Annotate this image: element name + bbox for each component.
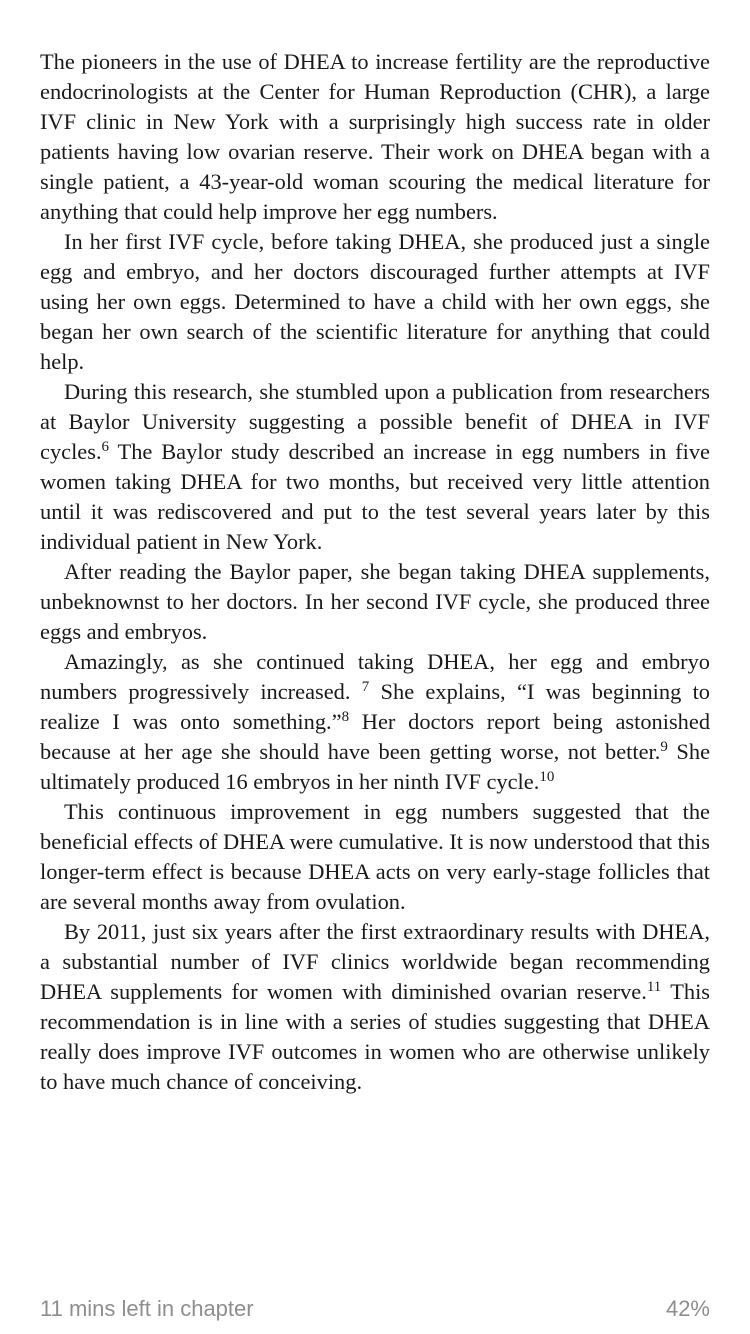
paragraph-text: She ultimately produced 16 embryos in her ninth IVF cycle. — [40, 739, 711, 794]
paragraph-text: In her first IVF cycle, before taking DHEA, she produced just a single egg and embryo, and her doctors discouraged further attempts at IVF using her own eggs. Determined to have a child with her own eggs, she began her own search of the scientific literature for anything that could help. — [40, 229, 710, 374]
paragraph-text: This recommendation is in line with a series of studies suggesting that DHEA really does improve IVF outcomes in women who are otherwise unlikely to have much chance of conceiving. — [40, 979, 710, 1094]
footnote-ref: 9 — [660, 739, 668, 755]
paragraph — [40, 377, 710, 557]
footnote-ref: 6 — [101, 439, 110, 455]
paragraph-text: This continuous improvement in egg numbers suggested that the beneficial effects of DHEA were cumulative. It is now understood that this longer-term effect is because DHEA acts on very early-stage follicles that are several months away from ovulation. — [40, 799, 710, 914]
book-page-text — [40, 47, 710, 1097]
time-left-in-chapter: 11 mins left in chapter — [40, 1296, 254, 1321]
paragraph — [40, 47, 710, 227]
paragraph-text: Her doctors report being astonished because at her age she should have been getting worse, not better. — [40, 709, 711, 764]
book-progress-percent: 42% — [665, 1296, 710, 1321]
paragraph — [40, 227, 710, 377]
paragraph — [40, 917, 710, 1097]
paragraph — [40, 557, 710, 647]
reading-progress-footer — [40, 1296, 710, 1326]
footnote-ref: 11 — [646, 979, 662, 995]
paragraph-text: During this research, she stumbled upon a publication from researchers at Baylor University suggesting a possible benefit of DHEA in IVF cycles. — [40, 379, 710, 464]
paragraph-text: The Baylor study described an increase in egg numbers in five women taking DHEA for two months, but received very little attention until it was rediscovered and put to the test several years later by this individual patient in New York. — [40, 439, 710, 554]
footnote-ref: 8 — [341, 709, 350, 725]
footnote-ref: 10 — [539, 769, 555, 785]
footnote-ref: 7 — [361, 679, 370, 695]
paragraph-text: She explains, “I was beginning to realize I was onto something.” — [40, 679, 711, 734]
paragraph-text: After reading the Baylor paper, she began taking DHEA supplements, unbeknownst to her doctors. In her second IVF cycle, she produced three eggs and embryos. — [40, 559, 710, 644]
paragraph — [40, 797, 710, 917]
paragraph-text: Amazingly, as she continued taking DHEA, her egg and embryo numbers progressively increased. — [40, 649, 710, 704]
paragraph — [40, 647, 710, 797]
paragraph-text: The pioneers in the use of DHEA to increase fertility are the reproductive endocrinologists at the Center for Human Reproduction (CHR), a large IVF clinic in New York with a surprisingly high success rate in older patients having low ovarian reserve. Their work on DHEA began with a single patient, a 43-year-old woman scouring the medical literature for anything that could help improve her egg numbers. — [40, 49, 710, 224]
paragraph-text: By 2011, just six years after the first extraordinary results with DHEA, a substantial number of IVF clinics worldwide began recommending DHEA supplements for women with diminished ovarian reserve. — [40, 919, 710, 1004]
